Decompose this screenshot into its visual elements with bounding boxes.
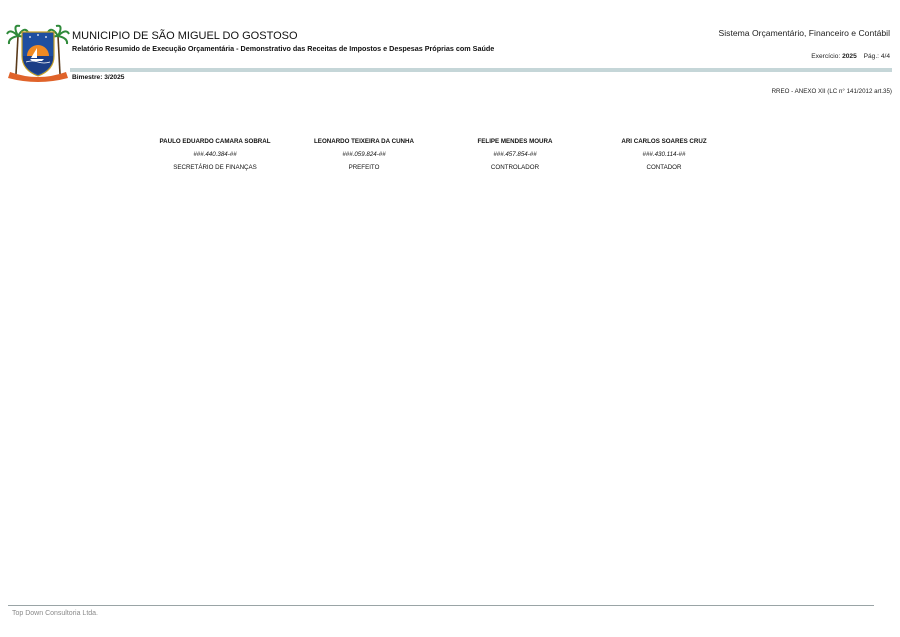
municipal-crest-logo [6,22,70,82]
signatory-cpf: ###.457.854-## [493,151,537,158]
signatory-cpf: ###.440.384-## [193,151,237,158]
signatory-name: FELIPE MENDES MOURA [477,138,553,145]
signatory-role: CONTADOR [646,164,682,171]
system-name: Sistema Orçamentário, Financeiro e Contábil [718,28,890,38]
signatory-name: PAULO EDUARDO CAMARA SOBRAL [159,138,271,145]
signatory-role: CONTROLADOR [490,164,540,171]
footer-divider [8,605,874,606]
page-number: Pág.: 4/4 [863,53,890,60]
signature-block-controller [440,138,590,171]
exercise-info [811,53,890,60]
annex-reference: RREO - ANEXO XII (LC n° 141/2012 art.35) [771,88,892,95]
signatory-role: PREFEITO [348,164,380,171]
exercise-year: 2025 [842,53,857,60]
signatory-cpf: ###.059.824-## [342,151,386,158]
signatory-cpf: ###.430.114-## [642,151,686,158]
signatory-name: ARI CARLOS SOARES CRUZ [621,138,707,145]
report-title: Relatório Resumido de Execução Orçamentária - Demonstrativo das Receitas de Impostos e Despesas Próprias com Saúde [72,44,495,53]
bimestre-label: Bimestre: 3/2025 [72,74,125,81]
signature-block-mayor [289,138,439,171]
municipality-name: MUNICIPIO DE SÃO MIGUEL DO GOSTOSO [72,30,298,42]
exercise-label: Exercício: [811,53,841,60]
signature-block-finance [140,138,290,171]
footer-company: Top Down Consultoria Ltda. [12,610,98,617]
header-divider [70,68,892,72]
signatory-name: LEONARDO TEIXEIRA DA CUNHA [314,138,414,145]
signatory-role: SECRETÁRIO DE FINANÇAS [173,164,257,171]
signature-block-accountant [589,138,739,171]
